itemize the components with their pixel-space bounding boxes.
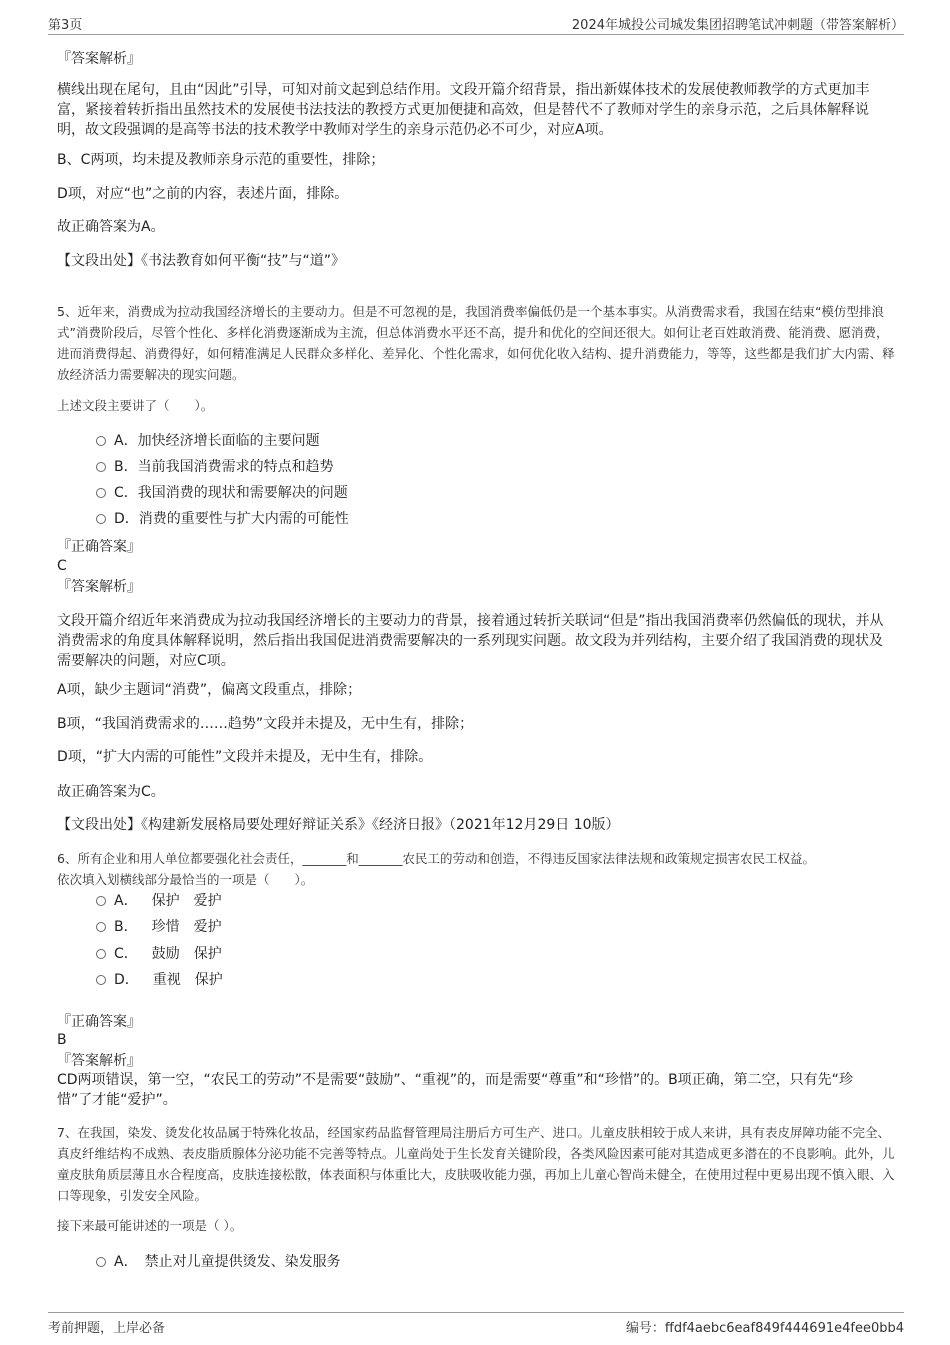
q6-option-c[interactable]: C． 鼓励 保护: [96, 944, 222, 964]
q7-question: 接下来最可能讲述的一项是（ ）。: [57, 1218, 243, 1233]
q5-option-d[interactable]: D．消费的重要性与扩大内需的可能性: [96, 509, 349, 529]
q5-question: 上述文段主要讲了（ ）。: [57, 398, 214, 413]
radio-icon[interactable]: [96, 462, 106, 472]
page-number: 第3页: [48, 18, 83, 33]
radio-icon[interactable]: [96, 975, 106, 985]
q7-stem: 7、在我国，染发、烫发化妆品属于特殊化妆品，经国家药品监督管理局注册后方可生产、进口。儿童皮肤相较于成人来讲，具有表皮屏障功能不完全、真皮纤维结构不成熟、表皮脂质腺体分泌功能不完善等特点。儿童尚处于生长发育关键阶段，各类风险因素可能对其造成更多潜在的不良影响。此外，儿童皮肤角质层薄且水合程度高，皮肤连接松散，体表面积与体重比大，皮肤吸收能力强，再加上儿童心智尚未健全，在使用过程中更易出现不慎入眼、入口等现象，引发安全风险。: [57, 1125, 895, 1203]
q5-option-b-note: B项，“我国消费需求的……趋势”文段并未提及，无中生有，排除；: [57, 716, 474, 732]
q7-option-a[interactable]: A． 禁止对儿童提供烫发、染发服务: [96, 1252, 341, 1272]
q5-answer: C: [57, 558, 67, 574]
document-title: 2024年城投公司城发集团招聘笔试冲刺题（带答案解析）: [571, 18, 904, 33]
q4-analysis-label: 『答案解析』: [57, 51, 141, 67]
q5-analysis-text: 文段开篇介绍近年来消费成为拉动我国经济增长的主要动力的背景，接着通过转折关联词“但是”指出我国消费率仍然偏低的现状，并从消费需求的角度具体解释说明，然后指出我国促进消费需要解决的一系列现实问题。故文段为并列结构，主要介绍了我国消费的现状及需要解决的问题，对应C项。: [57, 613, 884, 669]
q4-conclusion: 故正确答案为A。: [57, 219, 165, 235]
radio-icon[interactable]: [96, 488, 106, 498]
q6-answer-label: 『正确答案』: [57, 1014, 141, 1030]
q4-option-bc-note: B、C两项，均未提及教师亲身示范的重要性，排除；: [57, 152, 385, 168]
q5-source: 【文段出处】《构建新发展格局要处理好辩证关系》《经济日报》（2021年12月29日 10版）: [57, 817, 620, 833]
q4-option-d-note: D项，对应“也”之前的内容，表述片面，排除。: [57, 186, 349, 202]
q6-option-a[interactable]: A． 保护 爱护: [96, 891, 222, 911]
radio-icon[interactable]: [96, 922, 106, 932]
q5-stem: 5、近年来，消费成为拉动我国经济增长的主要动力。但是不可忽视的是，我国消费率偏低仍是一个基本事实。从消费需求看，我国在结束“模仿型排浪式”消费阶段后，尽管个性化、多样化消费逐渐成为主流，但总体消费水平还不高，提升和优化的空间还很大。如何让老百姓敢消费、能消费、愿消费，进而消费得起、消费得好，如何精准满足人民群众多样化、差异化、个性化需求，如何优化收入结构、提升消费能力，等等，这些都是我们扩大内需、释放经济活力需要解决的现实问题。: [57, 304, 895, 382]
radio-icon[interactable]: [96, 1257, 106, 1267]
q6-analysis-text: CD两项错误，第一空，“农民工的劳动”不是需要“鼓励”、“重视”的，而是需要“尊重”和“珍惜”的。B项正确，第二空，只有先“珍惜”了才能“爱护”。: [57, 1072, 853, 1108]
q5-analysis-label: 『答案解析』: [57, 579, 141, 595]
q6-analysis-label: 『答案解析』: [57, 1053, 141, 1069]
radio-icon[interactable]: [96, 436, 106, 446]
q6-answer: B: [57, 1032, 67, 1048]
q5-option-c[interactable]: C．我国消费的现状和需要解决的问题: [96, 483, 348, 503]
q5-option-a-note: A项，缺少主题词“消费”，偏离文段重点，排除；: [57, 682, 362, 698]
page-header: [48, 12, 904, 35]
document-code: 编号：ffdf4aebc6eaf849f444691e4fee0bb4: [625, 1321, 904, 1336]
footer-slogan: 考前押题，上岸必备: [48, 1321, 166, 1336]
q6-option-b[interactable]: B． 珍惜 爱护: [96, 917, 222, 937]
q6-option-d[interactable]: D． 重视 保护: [96, 970, 223, 990]
radio-icon[interactable]: [96, 514, 106, 524]
q5-option-b[interactable]: B．当前我国消费需求的特点和趋势: [96, 457, 334, 477]
q5-conclusion: 故正确答案为C。: [57, 784, 165, 800]
q6-stem: 6、所有企业和用人单位都要强化社会责任，_______和_______农民工的劳动和创造，不得违反国家法律法规和政策规定损害农民工权益。: [57, 851, 815, 866]
radio-icon[interactable]: [96, 949, 106, 959]
radio-icon[interactable]: [96, 896, 106, 906]
q4-source: 【文段出处】《书法教育如何平衡“技”与“道”》: [57, 253, 346, 269]
q5-answer-label: 『正确答案』: [57, 539, 141, 555]
q5-option-d-note: D项，“扩大内需的可能性”文段并未提及，无中生有，排除。: [57, 749, 433, 765]
q6-question: 依次填入划横线部分最恰当的一项是（ ）。: [57, 872, 314, 887]
q4-analysis-text: 横线出现在尾句，且由“因此”引导，可知对前文起到总结作用。文段开篇介绍背景，指出新媒体技术的发展使教师教学的方式更加丰富，紧接着转折指出虽然技术的发展使书法技法的教授方式更加便捷和高效，但是替代不了教师对学生的亲身示范，之后具体解释说明，故文段强调的是高等书法的技术教学中教师对学生的亲身示范仍必不可少，对应A项。: [57, 82, 870, 138]
q5-option-a[interactable]: A．加快经济增长面临的主要问题: [96, 431, 320, 451]
page-footer: [48, 1312, 904, 1337]
